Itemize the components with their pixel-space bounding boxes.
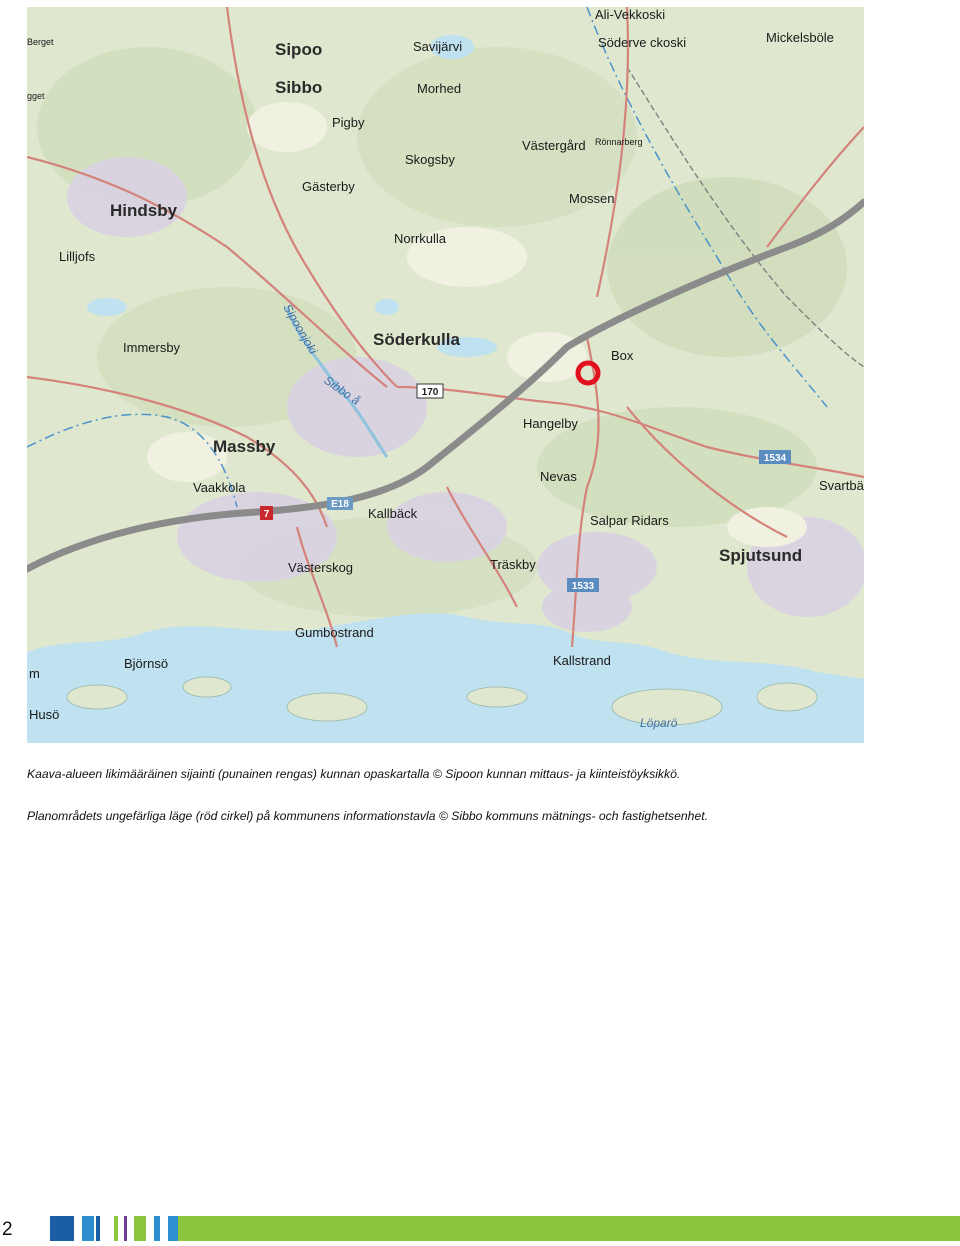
footer-bar-segment bbox=[178, 1216, 960, 1241]
place-label: Västergård bbox=[522, 138, 586, 153]
footer-bar-segment bbox=[114, 1216, 118, 1241]
location-map bbox=[27, 7, 864, 743]
caption-swedish: Planområdets ungefärliga läge (röd cirkel) på kommunens informationstavla © Sibbo kommuns mätnings- och fastighetsenhet. bbox=[27, 809, 708, 823]
place-label: Sipoo bbox=[275, 40, 323, 59]
svg-text:170: 170 bbox=[421, 387, 439, 398]
caption-finnish: Kaava-alueen likimääräinen sijainti (punainen rengas) kunnan opaskartalla © Sipoon kunnan mittaus- ja kiinteistöyksikkö. bbox=[27, 767, 681, 781]
place-label: Berget bbox=[27, 37, 54, 47]
svg-text:1534: 1534 bbox=[763, 453, 787, 464]
place-label: Skogsby bbox=[405, 152, 455, 167]
place-label: Hindsby bbox=[110, 201, 178, 220]
road-shield-e18 bbox=[327, 497, 353, 510]
footer-bar-segment bbox=[50, 1216, 74, 1241]
footer-bar-segment bbox=[154, 1216, 160, 1241]
place-label: Sibbo bbox=[275, 78, 323, 97]
water-label: Sipoonjoki bbox=[280, 301, 321, 357]
place-label: Norrkulla bbox=[394, 231, 447, 246]
place-label: Träskby bbox=[490, 557, 536, 572]
place-label: Mossen bbox=[569, 191, 615, 206]
place-label: Gästerby bbox=[302, 179, 355, 194]
svg-text:7: 7 bbox=[263, 509, 270, 520]
footer-bar-segment bbox=[82, 1216, 94, 1241]
footer-color-bar bbox=[50, 1216, 960, 1241]
place-label: Pigby bbox=[332, 115, 365, 130]
footer-bar-segment bbox=[96, 1216, 100, 1241]
place-label: Rönnarberg bbox=[595, 137, 643, 147]
place-label: Mickelsböle bbox=[766, 30, 834, 45]
place-label: Massby bbox=[213, 437, 276, 456]
footer-bar-segment bbox=[124, 1216, 127, 1241]
place-label: Vaakkola bbox=[193, 480, 246, 495]
place-label: Savijärvi bbox=[413, 39, 463, 54]
place-label: Västerskog bbox=[288, 560, 354, 575]
place-label: Björnsö bbox=[124, 656, 169, 671]
page-number: 2 bbox=[2, 1219, 13, 1240]
place-label: Salpar Ridars bbox=[590, 513, 669, 528]
road-shield-1533 bbox=[567, 578, 599, 592]
place-label: Morhed bbox=[417, 81, 462, 96]
place-label: Ali-Vekkoski bbox=[595, 7, 666, 22]
road-shield-170 bbox=[417, 384, 443, 398]
place-label: Gumbostrand bbox=[295, 625, 374, 640]
place-label: Box bbox=[611, 348, 634, 363]
water-label: Sibbo å bbox=[321, 372, 363, 408]
place-label: Nevas bbox=[540, 469, 577, 484]
svg-text:E18: E18 bbox=[331, 499, 349, 510]
road-shield-7 bbox=[260, 506, 273, 520]
place-label: Söderkulla bbox=[373, 330, 460, 349]
place-label: Lilljofs bbox=[59, 249, 96, 264]
place-label: Hangelby bbox=[523, 416, 578, 431]
footer-bar-segment bbox=[134, 1216, 146, 1241]
place-label: Spjutsund bbox=[719, 546, 803, 565]
place-label: Immersby bbox=[123, 340, 181, 355]
place-label: m bbox=[29, 666, 40, 681]
water-label: Löparö bbox=[640, 716, 678, 730]
footer-bar-segment bbox=[168, 1216, 178, 1241]
place-label: Husö bbox=[29, 707, 60, 722]
place-label: gget bbox=[27, 91, 45, 101]
road-shield-1534 bbox=[759, 450, 791, 464]
place-label: Kallbäck bbox=[368, 506, 418, 521]
svg-text:1533: 1533 bbox=[571, 581, 595, 592]
place-label: Svartbä bbox=[819, 478, 864, 493]
place-label: Kallstrand bbox=[553, 653, 611, 668]
place-label: Söderve ckoski bbox=[598, 35, 687, 50]
